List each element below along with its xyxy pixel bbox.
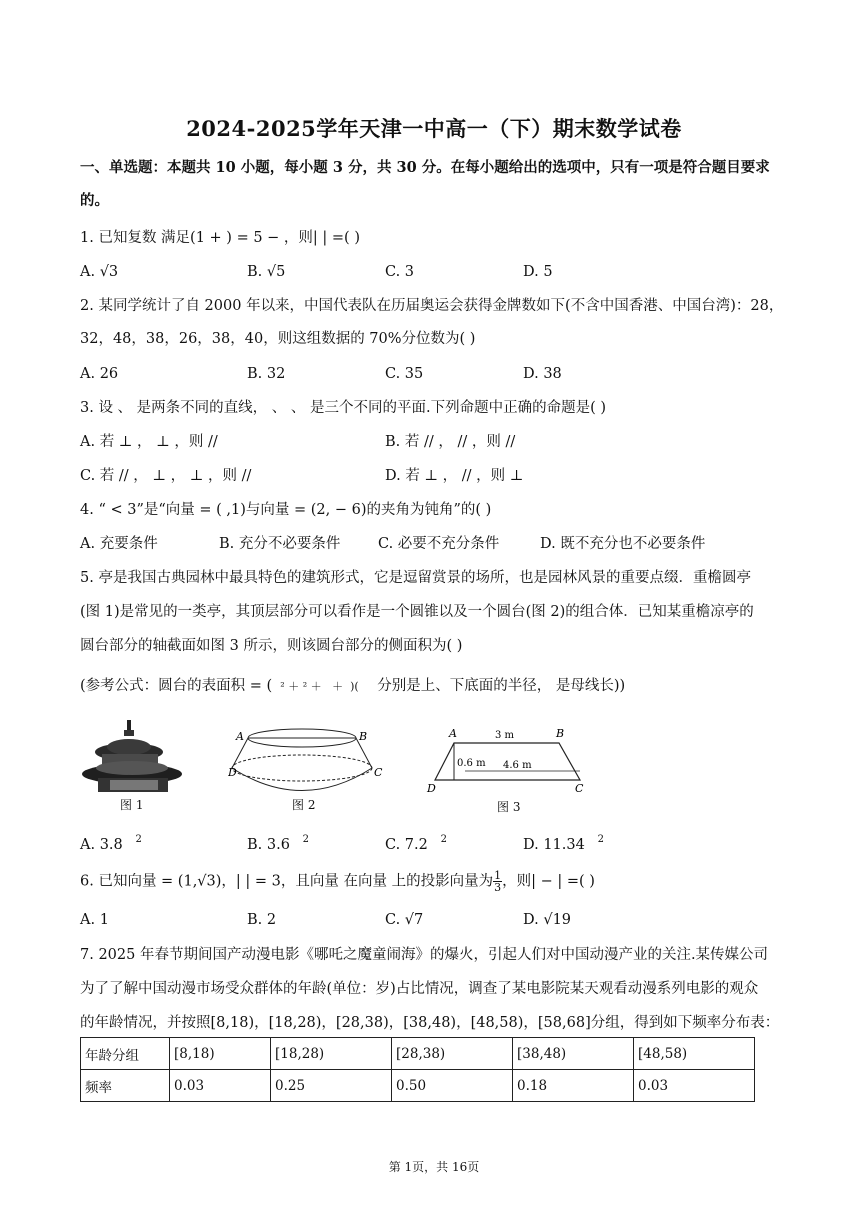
q3-option-a: A. 若 ⊥ ， ⊥ ，则 // [80,434,218,450]
fig2-caption: 图 2 [292,798,316,812]
q4-stem: 4. “ < 3”是“向量 = ( ,1)与向量 = (2, − 6)的夹角为钝角”的( ) [80,502,492,518]
q2-option-d: D. 38 [523,366,562,382]
table-cell: 0.18 [513,1070,634,1102]
q1-option-c: C. 3 [385,264,415,280]
q3-option-c: C. 若 // ， ⊥ ， ⊥ ，则 // [80,468,252,484]
fig1-caption: 图 1 [120,798,144,812]
frequency-table [80,1037,755,1102]
q3-option-d: D. 若 ⊥ ， // ，则 ⊥ [385,468,524,484]
fig3-label-b: B [556,727,565,740]
table-cell: [8,18) [170,1038,271,1070]
table-cell: 0.50 [392,1070,513,1102]
q5-formula-post: 分别是上、下底面的半径， 是母线长)) [377,678,626,694]
table-row [81,1038,755,1070]
q5-stem-line2: (图 1)是常见的一类亭，其顶层部分可以看作是一个圆锥以及一个圆台(图 2)的组合体．已知某重檐凉亭的 [80,604,754,620]
q2-option-a: A. 26 [80,366,119,382]
table-cell: 年龄分组 [81,1038,170,1070]
q1-option-a: A. √3 [80,264,119,280]
q5-option-a: A. 3.8 $^2$ [80,834,142,853]
q6-option-c: C. √7 [385,912,424,928]
q7-stem-line3: 的年龄情况，并按照[8,18)，[18,28)，[28,38)，[38,48)，[48,58)，[58,68]分组，得到如下频率分布表： [80,1015,780,1031]
page-footer: 第 1页，共 16页 [388,1160,480,1174]
q2-option-b: B. 32 [247,366,286,382]
fig3-label-c: C [575,782,584,795]
table-cell: [38,48) [513,1038,634,1070]
fig2-label-a: A [236,730,244,743]
fig2-label-c: C [374,766,383,779]
table-cell: [18,28) [271,1038,392,1070]
q5-option-c: C. 7.2 $^2$ [385,834,447,853]
q1-stem: 1. 已知复数 满足(1 + ) = 5 − ，则| | =( ) [80,230,360,246]
q2-option-c: C. 35 [385,366,424,382]
section-heading-line1: 一、单选题：本题共 10 小题，每小题 3 分，共 30 分。在每小题给出的选项中，只有一项是符合题目要求 [80,159,770,176]
q3-option-b: B. 若 // ， // ，则 // [385,434,516,450]
q6-option-a: A. 1 [80,912,109,928]
q5-formula: (参考公式：圆台的表面积 = ( ² ＋ ² ＋ ＋ )( 分别是上、下底面的半径， 是母线长)) [80,678,626,694]
table-cell: 0.03 [170,1070,271,1102]
fig2-label-b: B [359,730,368,743]
frustum-figure [228,718,388,798]
q1-option-b: B. √5 [247,264,286,280]
table-cell: [48,58) [634,1038,755,1070]
table-cell: 0.25 [271,1070,392,1102]
q4-option-a: A. 充要条件 [80,536,158,552]
q5-stem-line1: 5. 亭是我国古典园林中最具特色的建筑形式，它是逗留赏景的场所，也是园林风景的重要点缀．重檐圆亭 [80,570,751,586]
q5-formula-pre: (参考公式：圆台的表面积 = ( [80,678,273,694]
pavilion-photo-figure [80,718,206,798]
q6-fraction: $\frac{1}{3}$ [494,869,502,894]
table-cell: 0.03 [634,1070,755,1102]
fig3-label-d: D [427,782,436,795]
q2-stem-line2: 32，48，38，26，38，40，则这组数据的 70%分位数为( ) [80,331,476,347]
fig2-label-d: D [228,766,237,779]
fig3-bottom-length: 4.6 m [503,760,532,771]
trapezoid-figure [425,726,595,798]
table-row [81,1070,755,1102]
q3-stem: 3. 设 、 是两条不同的直线， 、 、 是三个不同的平面.下列命题中正确的命题是( ) [80,400,607,416]
q6-option-b: B. 2 [247,912,277,928]
q2-stem-line1: 2. 某同学统计了自 2000 年以来，中国代表队在历届奥运会获得金牌数如下(不含中国香港、中国台湾)：28， [80,298,784,314]
table-cell: [28,38) [392,1038,513,1070]
q6-stem: 6. 已知向量 = (1,√3)，| | = 3，且向量 在向量 上的投影向量为 $\frac{1}{3}$ ，则| − | =( ) [80,869,595,894]
fig3-height: 0.6 m [457,758,486,769]
page-title: 2024-2025学年天津一中高一（下）期末数学试卷 [186,116,682,141]
q7-stem-line1: 7. 2025 年春节期间国产动漫电影《哪吒之魔童闹海》的爆火，引起人们对中国动漫产业的关注.某传媒公司 [80,947,769,963]
q1-option-d: D. 5 [523,264,553,280]
q5-stem-line3: 圆台部分的轴截面如图 3 所示，则该圆台部分的侧面积为( ) [80,638,463,654]
section-heading-line2: 的。 [80,192,109,209]
q5-option-d: D. 11.34 $^2$ [523,834,604,853]
table-cell: 频率 [81,1070,170,1102]
q4-option-b: B. 充分不必要条件 [219,536,341,552]
q4-option-d: D. 既不充分也不必要条件 [540,536,706,552]
fig3-caption: 图 3 [497,800,521,814]
q7-stem-line2: 为了了解中国动漫市场受众群体的年龄(单位：岁)占比情况，调查了某电影院某天观看动漫系列电影的观众 [80,981,759,997]
fig3-top-length: 3 m [495,730,515,741]
q5-option-b: B. 3.6 $^2$ [247,834,310,853]
fig3-label-a: A [449,727,457,740]
q4-option-c: C. 必要不充分条件 [378,536,500,552]
q6-option-d: D. √19 [523,912,572,928]
